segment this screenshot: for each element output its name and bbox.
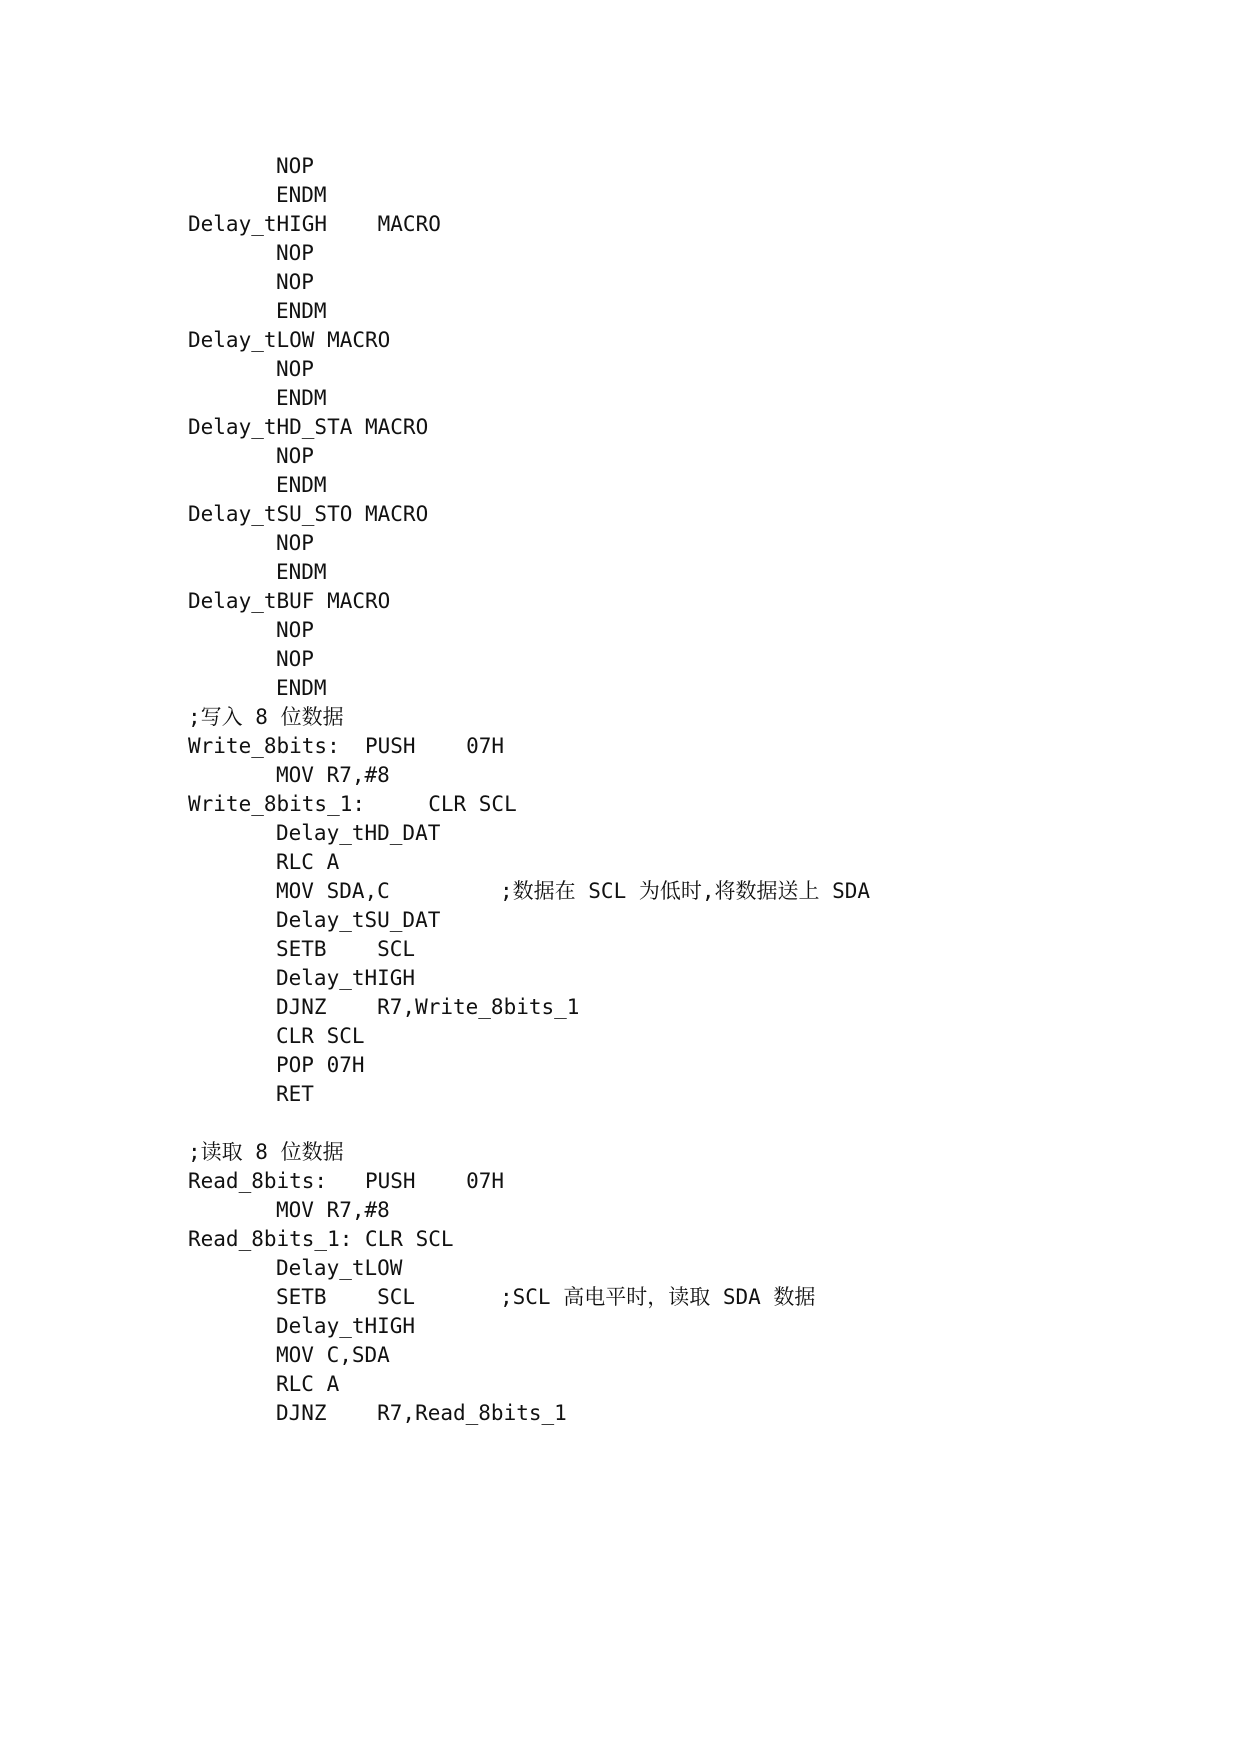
code-line: NOP — [276, 647, 314, 671]
code-line: Read_8bits: PUSH 07H — [188, 1169, 505, 1193]
code-line: Write_8bits: PUSH 07H — [188, 734, 505, 758]
code-line: Write_8bits_1: CLR SCL — [188, 792, 517, 816]
code-line: ENDM — [276, 299, 327, 323]
section-comment: ;写入 8 位数据 — [188, 705, 344, 729]
code-line: NOP — [276, 618, 314, 642]
code-line: ENDM — [276, 473, 327, 497]
code-line: Delay_tSU_DAT — [276, 908, 441, 932]
inline-comment: ;SCL 高电平时，读取 SDA 数据 — [500, 1285, 816, 1309]
code-line: SETB SCL — [276, 1285, 416, 1309]
code-line: NOP — [276, 241, 314, 265]
code-line: CLR SCL — [276, 1024, 365, 1048]
code-line: NOP — [276, 357, 314, 381]
code-line: Delay_tHIGH — [276, 966, 416, 990]
code-line: MOV C,SDA — [276, 1343, 390, 1367]
code-line: ENDM — [276, 676, 327, 700]
code-line: MOV R7,#8 — [276, 763, 390, 787]
code-line: Delay_tHD_STA MACRO — [188, 415, 429, 439]
code-line: MOV R7,#8 — [276, 1198, 390, 1222]
code-line: DJNZ R7,Write_8bits_1 — [276, 995, 580, 1019]
code-line: NOP — [276, 531, 314, 555]
code-line: Delay_tHD_DAT — [276, 821, 441, 845]
code-line: RLC A — [276, 850, 340, 874]
code-line: Delay_tHIGH MACRO — [188, 212, 441, 236]
code-line: NOP — [276, 444, 314, 468]
code-line: RET — [276, 1082, 314, 1106]
code-line: Delay_tBUF MACRO — [188, 589, 391, 613]
code-line: POP 07H — [276, 1053, 365, 1077]
code-line: Read_8bits_1: CLR SCL — [188, 1227, 454, 1251]
code-line: NOP — [276, 154, 314, 178]
code-line: ENDM — [276, 560, 327, 584]
code-line: Delay_tLOW MACRO — [188, 328, 391, 352]
code-line: Delay_tHIGH — [276, 1314, 416, 1338]
code-line: ENDM — [276, 386, 327, 410]
code-line: SETB SCL — [276, 937, 416, 961]
code-line: MOV SDA,C — [276, 879, 390, 903]
code-line: RLC A — [276, 1372, 340, 1396]
code-line: Delay_tLOW — [276, 1256, 403, 1280]
code-line: ENDM — [276, 183, 327, 207]
code-line: DJNZ R7,Read_8bits_1 — [276, 1401, 567, 1425]
inline-comment: ;数据在 SCL 为低时,将数据送上 SDA — [500, 879, 871, 903]
code-line: Delay_tSU_STO MACRO — [188, 502, 429, 526]
code-line: NOP — [276, 270, 314, 294]
section-comment: ;读取 8 位数据 — [188, 1140, 344, 1164]
